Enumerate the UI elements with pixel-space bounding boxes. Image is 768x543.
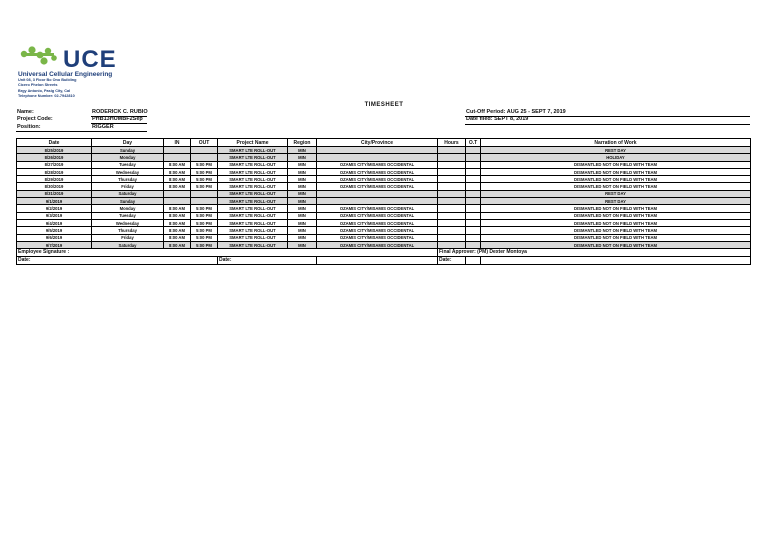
ot-cell (466, 198, 481, 205)
day-cell: Friday (92, 183, 164, 190)
region-cell: MIN (288, 176, 317, 183)
narration-cell: DISMANTLED NOT ON FIELD WITH TEAM (481, 176, 751, 183)
date-cell: 8/26/2019 (17, 154, 92, 161)
city-cell (317, 147, 438, 154)
company-address-line: Cicero Phelon Streets (18, 83, 58, 88)
city-cell: OZAMIS CITY/MISAMIS OCCIDENTAL (317, 219, 438, 226)
col-header-date: Date (17, 139, 92, 147)
company-address-line: Unit 08, 3 Floor Bo Ono Building (18, 77, 77, 82)
table-row (17, 241, 751, 248)
hours-cell (438, 234, 466, 241)
time-out-cell: 5:00 PM (191, 168, 218, 175)
col-header-hours: Hours (438, 139, 466, 147)
table-row (17, 205, 751, 212)
hours-cell (438, 219, 466, 226)
narration-cell: DISMANTLED NOT ON FIELD WITH TEAM (481, 168, 751, 175)
narration-cell: REST DAY (481, 147, 751, 154)
region-cell: MIN (288, 190, 317, 197)
col-header-narration: Narration of Work (481, 139, 751, 147)
table-row (17, 198, 751, 205)
project-cell: SMART LTE ROLL-OUT (218, 161, 288, 168)
date-cell: 8/29/2019 (17, 176, 92, 183)
time-in-cell: 8:00 AM (164, 176, 191, 183)
company-info (18, 72, 112, 100)
approver-mid-date-label: Date: (218, 257, 317, 265)
project-cell: SMART LTE ROLL-OUT (218, 154, 288, 161)
time-out-cell (191, 154, 218, 161)
date-cell: 8/31/2019 (17, 190, 92, 197)
project-cell: SMART LTE ROLL-OUT (218, 168, 288, 175)
col-header-city: City/Province (317, 139, 438, 147)
day-cell: Sunday (92, 147, 164, 154)
col-header-project: Project Name (218, 139, 288, 147)
logo-text: UCE (63, 46, 117, 72)
table-header-row (17, 139, 751, 147)
ot-cell (466, 176, 481, 183)
time-in-cell: 8:00 AM (164, 205, 191, 212)
table-row (17, 183, 751, 190)
table-row (17, 234, 751, 241)
time-in-cell: 8:00 AM (164, 168, 191, 175)
timesheet-body (17, 147, 751, 249)
day-cell: Friday (92, 234, 164, 241)
region-cell: MIN (288, 183, 317, 190)
date-cell: 9/6/2019 (17, 234, 92, 241)
table-row (17, 212, 751, 219)
company-address-line: Brgy Antonio, Pasig City, Cal (18, 88, 71, 93)
time-out-cell: 5:00 PM (191, 205, 218, 212)
time-in-cell: 8:00 AM (164, 161, 191, 168)
narration-cell: REST DAY (481, 190, 751, 197)
hours-cell (438, 168, 466, 175)
time-out-cell: 5:00 PM (191, 212, 218, 219)
city-cell: OZAMIS CITY/MISAMIS OCCIDENTAL (317, 161, 438, 168)
hours-cell (438, 205, 466, 212)
time-in-cell: 8:00 AM (164, 219, 191, 226)
region-cell: MIN (288, 154, 317, 161)
signature-row (17, 249, 751, 257)
col-header-day: Day (92, 139, 164, 147)
narration-cell: DISMANTLED NOT ON FIELD WITH TEAM (481, 205, 751, 212)
table-row (17, 190, 751, 197)
project-cell: SMART LTE ROLL-OUT (218, 198, 288, 205)
table-row (17, 176, 751, 183)
date-cell: 9/7/2019 (17, 241, 92, 248)
time-out-cell (191, 198, 218, 205)
region-cell: MIN (288, 147, 317, 154)
time-in-cell (164, 147, 191, 154)
day-cell: Monday (92, 154, 164, 161)
city-cell: OZAMIS CITY/MISAMIS OCCIDENTAL (317, 234, 438, 241)
ot-cell (466, 241, 481, 248)
employee-signature-label: Employee Signature : (17, 249, 438, 257)
project-code-value: PHB13HUMBF2Sep (92, 116, 143, 122)
date-cell: 9/5/2019 (17, 227, 92, 234)
time-in-cell (164, 190, 191, 197)
time-out-cell: 5:00 PM (191, 234, 218, 241)
hours-cell (438, 147, 466, 154)
date-cell: 8/30/2019 (17, 183, 92, 190)
project-cell: SMART LTE ROLL-OUT (218, 147, 288, 154)
city-cell: OZAMIS CITY/MISAMIS OCCIDENTAL (317, 212, 438, 219)
company-logo (18, 44, 158, 72)
hours-cell (438, 154, 466, 161)
region-cell: MIN (288, 205, 317, 212)
hours-cell (438, 161, 466, 168)
time-out-cell: 5:00 PM (191, 161, 218, 168)
document-title: TIMESHEET (364, 102, 404, 108)
region-cell: MIN (288, 234, 317, 241)
region-cell: MIN (288, 241, 317, 248)
table-row (17, 154, 751, 161)
date-cell: 8/27/2019 (17, 161, 92, 168)
day-cell: Thursday (92, 176, 164, 183)
day-cell: Tuesday (92, 161, 164, 168)
day-cell: Monday (92, 205, 164, 212)
cutoff-period: Cut-Off Period: AUG 25 - SEPT 7, 2019 (466, 109, 566, 115)
region-cell: MIN (288, 168, 317, 175)
time-in-cell: 8:00 AM (164, 241, 191, 248)
col-header-out: OUT (191, 139, 218, 147)
col-header-ot: O.T (466, 139, 481, 147)
city-cell: OZAMIS CITY/MISAMIS OCCIDENTAL (317, 183, 438, 190)
time-out-cell (191, 147, 218, 154)
ot-cell (466, 219, 481, 226)
time-in-cell: 8:00 AM (164, 183, 191, 190)
timesheet-table (16, 138, 751, 265)
table-row (17, 147, 751, 154)
date-blank-cell (317, 257, 438, 265)
date-row (17, 257, 751, 265)
hours-cell (438, 198, 466, 205)
ot-cell (466, 161, 481, 168)
ot-cell (466, 190, 481, 197)
region-cell: MIN (288, 212, 317, 219)
table-row (17, 161, 751, 168)
city-cell: OZAMIS CITY/MISAMIS OCCIDENTAL (317, 241, 438, 248)
final-date-label: Date: (438, 257, 466, 265)
city-cell (317, 198, 438, 205)
time-out-cell (191, 190, 218, 197)
time-in-cell: 8:00 AM (164, 234, 191, 241)
table-row (17, 227, 751, 234)
ot-cell (466, 147, 481, 154)
project-cell: SMART LTE ROLL-OUT (218, 212, 288, 219)
col-header-in: IN (164, 139, 191, 147)
city-cell: OZAMIS CITY/MISAMIS OCCIDENTAL (317, 176, 438, 183)
time-in-cell: 8:00 AM (164, 212, 191, 219)
project-cell: SMART LTE ROLL-OUT (218, 241, 288, 248)
hours-cell (438, 183, 466, 190)
table-row (17, 219, 751, 226)
time-in-cell (164, 154, 191, 161)
project-cell: SMART LTE ROLL-OUT (218, 176, 288, 183)
header-left-rule (16, 131, 146, 132)
position-label: Position: (17, 124, 41, 130)
time-out-cell: 5:00 PM (191, 176, 218, 183)
day-cell: Thursday (92, 227, 164, 234)
city-cell (317, 154, 438, 161)
date-cell: 9/2/2019 (17, 205, 92, 212)
project-cell: SMART LTE ROLL-OUT (218, 234, 288, 241)
col-header-region: Region (288, 139, 317, 147)
time-out-cell: 5:00 PM (191, 241, 218, 248)
narration-cell: DISMANTLED NOT ON FIELD WITH TEAM (481, 227, 751, 234)
date-cell: 8/28/2019 (17, 168, 92, 175)
company-name: Universal Cellular Engineering (18, 71, 113, 78)
ot-cell (466, 183, 481, 190)
city-cell: OZAMIS CITY/MISAMIS OCCIDENTAL (317, 168, 438, 175)
region-cell: MIN (288, 161, 317, 168)
narration-cell: DISMANTLED NOT ON FIELD WITH TEAM (481, 212, 751, 219)
day-cell: Wednesday (92, 168, 164, 175)
region-cell: MIN (288, 227, 317, 234)
table-row (17, 168, 751, 175)
ot-cell (466, 234, 481, 241)
ot-cell (466, 205, 481, 212)
day-cell: Wednesday (92, 219, 164, 226)
narration-cell: DISMANTLED NOT ON FIELD WITH TEAM (481, 219, 751, 226)
narration-cell: DISMANTLED NOT ON FIELD WITH TEAM (481, 161, 751, 168)
name-label: Name: (17, 109, 34, 115)
position-value: RIGGER (92, 124, 114, 130)
date-filed-underline (465, 124, 750, 125)
project-cell: SMART LTE ROLL-OUT (218, 183, 288, 190)
date-cell: 9/1/2019 (17, 198, 92, 205)
narration-cell: DISMANTLED NOT ON FIELD WITH TEAM (481, 241, 751, 248)
time-out-cell: 5:00 PM (191, 227, 218, 234)
project-cell: SMART LTE ROLL-OUT (218, 227, 288, 234)
project-code-label: Project Code: (17, 116, 53, 122)
date-blank-cell (481, 257, 751, 265)
city-cell: OZAMIS CITY/MISAMIS OCCIDENTAL (317, 227, 438, 234)
project-cell: SMART LTE ROLL-OUT (218, 190, 288, 197)
ot-cell (466, 212, 481, 219)
date-cell: 8/25/2019 (17, 147, 92, 154)
time-in-cell (164, 198, 191, 205)
region-cell: MIN (288, 198, 317, 205)
time-out-cell: 5:00 PM (191, 219, 218, 226)
date-cell: 9/4/2019 (17, 219, 92, 226)
employee-date-label: Date: (17, 257, 218, 265)
name-value: RODERICK C. RUBIO (92, 109, 148, 115)
hours-cell (438, 190, 466, 197)
region-cell: MIN (288, 219, 317, 226)
hours-cell (438, 212, 466, 219)
date-filed: Date filed: SEPT 8, 2019 (466, 116, 529, 122)
day-cell: Saturday (92, 190, 164, 197)
day-cell: Tuesday (92, 212, 164, 219)
project-cell: SMART LTE ROLL-OUT (218, 219, 288, 226)
hours-cell (438, 176, 466, 183)
ot-cell (466, 154, 481, 161)
project-cell: SMART LTE ROLL-OUT (218, 205, 288, 212)
narration-cell: DISMANTLED NOT ON FIELD WITH TEAM (481, 234, 751, 241)
narration-cell: DISMANTLED NOT ON FIELD WITH TEAM (481, 183, 751, 190)
date-blank-cell (466, 257, 481, 265)
hours-cell (438, 227, 466, 234)
city-cell: OZAMIS CITY/MISAMIS OCCIDENTAL (317, 205, 438, 212)
time-out-cell: 5:00 PM (191, 183, 218, 190)
ot-cell (466, 168, 481, 175)
day-cell: Sunday (92, 198, 164, 205)
narration-cell: REST DAY (481, 198, 751, 205)
city-cell (317, 190, 438, 197)
hours-cell (438, 241, 466, 248)
date-cell: 9/3/2019 (17, 212, 92, 219)
ot-cell (466, 227, 481, 234)
company-phone: Telephone Number: 02-7942810 (18, 94, 75, 99)
day-cell: Saturday (92, 241, 164, 248)
final-approver-label: Final Approver: (PM) Dexter Montoya (438, 249, 751, 257)
narration-cell: HOLIDAY (481, 154, 751, 161)
time-in-cell: 8:00 AM (164, 227, 191, 234)
